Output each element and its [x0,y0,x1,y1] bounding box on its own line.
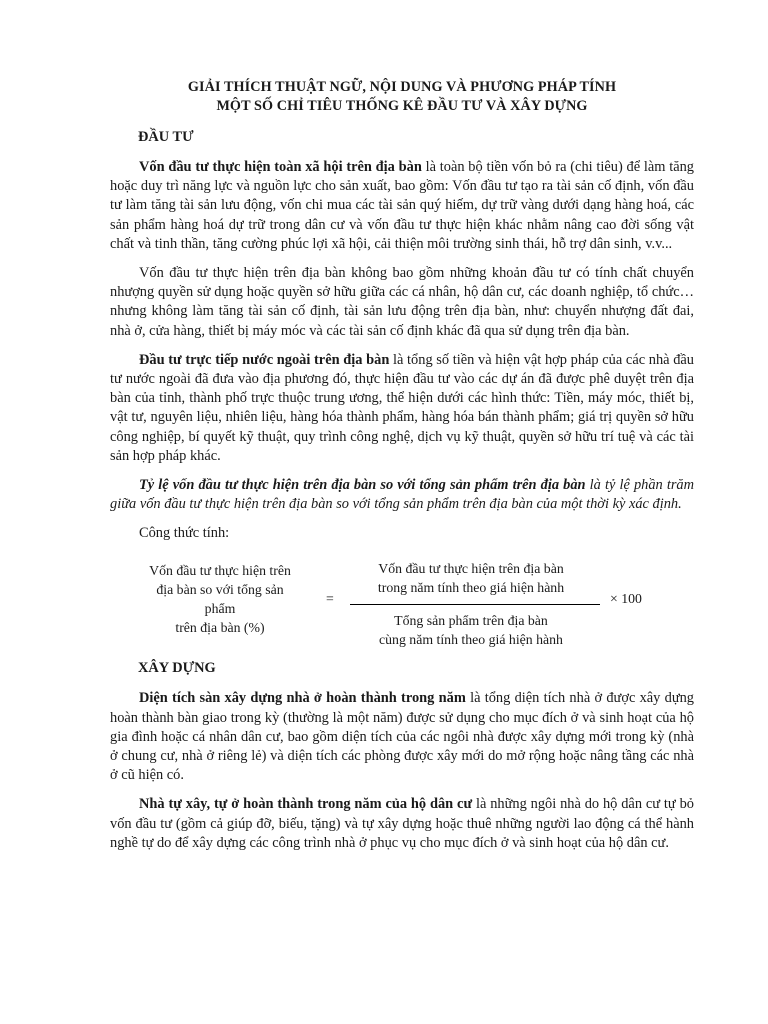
term-ratio: Tỷ lệ vốn đầu tư thực hiện trên địa bàn so với tổng sản phẩm trên địa bàn [139,477,586,494]
paragraph-total-investment [110,158,694,254]
formula-numerator-line: trong năm tính theo giá hiện hành [377,580,565,596]
term-self-built-houses: Nhà tự xây, tự ở hoàn thành trong năm của hộ dân cư [139,796,473,813]
formula-left-line: trên địa bàn (%) [175,620,265,636]
section-heading-investment: ĐẦU TƯ [138,129,194,145]
definition-total-investment: là toàn bộ tiền vốn bỏ ra (chi tiêu) để làm tăng hoặc duy trì năng lực và nguồn lực cho sản xuất, bao gồm: Vốn đầu tư tạo ra tài sản cố định, vốn đầu tư làm tăng tài sản lưu động, vốn chi mua các tài sản quý hiếm, dự trữ vàng dưới dạng hàng hoá, các sản phẩm hàng hoá dự trữ trong dân cư và vốn đầu tư thực hiện khác nhằm nâng cao đời sống vật chất và tinh thần, tăng cường phúc lợi xã hội, cải thiện môi trường sinh thái, hỗ trợ dân sinh, v.v... [110,159,695,252]
formula-denominator-line: cùng năm tính theo giá hiện hành [379,632,563,648]
paragraph-ratio [110,476,694,514]
term-floor-area: Diện tích sàn xây dựng nhà ở hoàn thành trong năm [139,690,466,707]
paragraph-floor-area [110,689,694,785]
formula-denominator [346,611,596,649]
formula-denominator-line: Tổng sản phẩm trên địa bàn [394,613,548,629]
formula-left-line: địa bàn so với tổng sản [156,582,284,598]
formula-label: Công thức tính: [139,525,230,542]
formula-left-line: Vốn đầu tư thực hiện trên [149,563,291,579]
definition-fdi: là tổng số tiền và hiện vật hợp pháp của các nhà đầu tư nước ngoài đã đưa vào địa phương đó, thực hiện đầu tư vào các dự án đã được phê duyệt trên địa bàn của tỉnh, thành phố trực thuộc trung ương, thể hiện dưới các hình thức: Tiền, máy móc, thiết bị, vật tư, nguyên liệu, nhiên liệu, hàng hóa thành phẩm, hàng hóa bán thành phẩm; giá trị quyền sở hữu công nghiệp, bí quyết kỹ thuật, quy trình công nghệ, dịch vụ kỹ thuật, quyền sở hữu trí tuệ và các tài sản hợp pháp khác. [110,351,694,464]
definition-ratio: là tỷ lệ phần trăm giữa vốn đầu tư thực hiện trên địa bàn so với tổng sản phẩm trên địa bàn của một thời kỳ xác định. [110,477,695,513]
formula-multiplier: × 100 [610,591,642,607]
formula-left-line: phẩm [204,601,236,617]
section-heading-construction: XÂY DỰNG [138,660,216,677]
formula-block [110,549,694,649]
definition-floor-area: là tổng diện tích nhà ở được xây dựng hoàn thành bàn giao trong kỳ (thường là một năm) được sử dụng cho mục đích ở và sinh hoạt của hộ gia đình hoặc cá nhân dân cư, bao gồm diện tích của các ngôi nhà được xây dựng mới trong kỳ (nhà ở chung cư, nhà ở riêng lẻ) và diện tích các phòng được xây mới do mở rộng hoặc nâng tầng các nhà ở cũ hiện có. [110,690,695,784]
formula-equals: = [326,591,334,607]
document-title [110,78,694,116]
formula-numerator [346,559,596,597]
formula-left-side [140,561,300,637]
paragraph-exclusions: Vốn đầu tư thực hiện trên địa bàn không bao gồm những khoản đầu tư có tính chất chuyển nhượng quyền sử dụng hoặc quyền sở hữu giữa các cá nhân, hộ dân cư, các doanh nghiệp, tổ chức… nhưng không làm tăng tài sản cố định, tài sản lưu động trên địa bàn, như: chuyển nhượng đất đai, nhà ở, cửa hàng, thiết bị máy móc và các tài sản cố định khác đã qua sử dụng trên địa bàn. [110,265,694,339]
formula-numerator-line: Vốn đầu tư thực hiện trên địa bàn [378,561,564,577]
title-line-1: GIẢI THÍCH THUẬT NGỮ, NỘI DUNG VÀ PHƯƠNG PHÁP TÍNH [187,79,617,95]
paragraph-self-built-houses [110,795,694,853]
paragraph-fdi [110,351,694,466]
title-line-2: MỘT SỐ CHỈ TIÊU THỐNG KÊ ĐẦU TƯ VÀ XÂY DỰNG [216,98,588,114]
term-fdi: Đầu tư trực tiếp nước ngoài trên địa bàn [139,351,390,368]
definition-self-built-houses: là những ngôi nhà do hộ dân cư tự bỏ vốn đầu tư (gồm cả giúp đỡ, biếu, tặng) và tự xây dựng hoặc thuê những người lao động cá thể hành nghề tự do để xây dựng các công trình nhà ở phục vụ cho mục đích ở và sinh hoạt của hộ dân cư. [110,796,694,851]
fraction-bar [350,604,600,605]
term-total-investment: Vốn đầu tư thực hiện toàn xã hội trên địa bàn [139,159,422,175]
